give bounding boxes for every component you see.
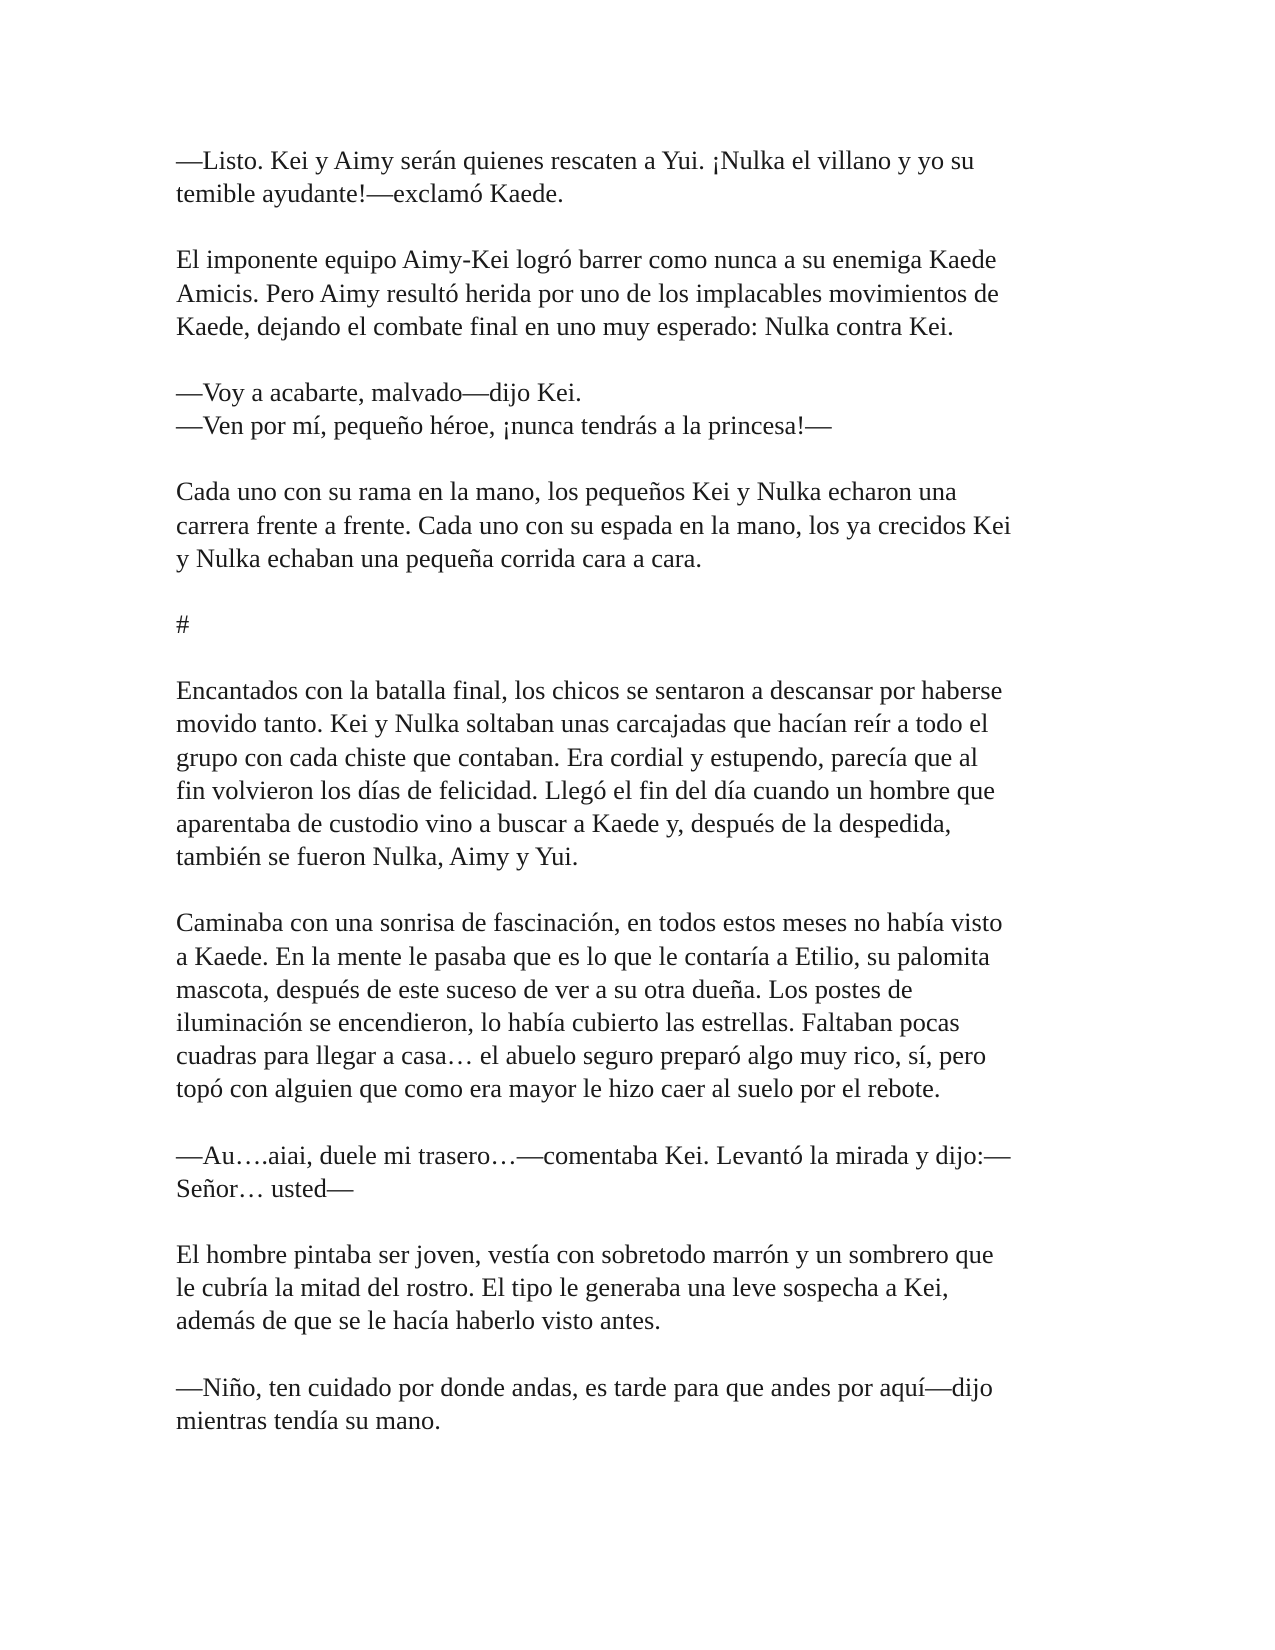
text-line: fin volvieron los días de felicidad. Llegó el fin del día cuando un hombre que — [176, 774, 996, 805]
text-line: cuadras para llegar a casa… el abuelo seguro preparó algo muy rico, sí, pero — [176, 1040, 987, 1071]
paragraph — [176, 1139, 1116, 1205]
text-line: Amicis. Pero Aimy resultó herida por uno de los implacables movimientos de — [176, 277, 999, 308]
text-line: y Nulka echaban una pequeña corrida cara a cara. — [176, 542, 703, 573]
text-line: además de que se le hacía haberlo visto antes. — [176, 1305, 661, 1336]
text-line: El imponente equipo Aimy-Kei logró barrer como nunca a su enemiga Kaede — [176, 244, 997, 275]
scene-break — [176, 608, 1116, 641]
text-line: —Au….aiai, duele mi trasero…—comentaba Kei. Levantó la mirada y dijo:— — [176, 1139, 1011, 1170]
body-text — [176, 144, 1116, 1470]
text-line: topó con alguien que como era mayor le hizo caer al suelo por el rebote. — [176, 1073, 941, 1104]
paragraph — [176, 906, 1116, 1105]
paragraph — [176, 475, 1116, 575]
paragraph — [176, 1238, 1116, 1338]
text-line: a Kaede. En la mente le pasaba que es lo que le contaría a Etilio, su palomita — [176, 940, 990, 971]
text-line: Kaede, dejando el combate final en uno muy esperado: Nulka contra Kei. — [176, 310, 954, 341]
text-line: movido tanto. Kei y Nulka soltaban unas carcajadas que hacían reír a todo el — [176, 708, 989, 739]
paragraph — [176, 376, 1116, 442]
paragraph — [176, 144, 1116, 210]
text-line: El hombre pintaba ser joven, vestía con sobretodo marrón y un sombrero que — [176, 1239, 994, 1270]
text-line: le cubría la mitad del rostro. El tipo le generaba una leve sospecha a Kei, — [176, 1272, 949, 1303]
text-line: también se fueron Nulka, Aimy y Yui. — [176, 841, 579, 872]
paragraph — [176, 1371, 1116, 1437]
paragraph — [176, 674, 1116, 873]
text-line: iluminación se encendieron, lo había cubierto las estrellas. Faltaban pocas — [176, 1007, 960, 1038]
text-line: Encantados con la batalla final, los chicos se sentaron a descansar por haberse — [176, 675, 1003, 706]
text-line: —Ven por mí, pequeño héroe, ¡nunca tendrás a la princesa!— — [176, 410, 832, 441]
text-line: aparentaba de custodio vino a buscar a Kaede y, después de la despedida, — [176, 808, 952, 839]
text-line: Señor… usted— — [176, 1172, 354, 1203]
text-line: carrera frente a frente. Cada uno con su espada en la mano, los ya crecidos Kei — [176, 509, 1012, 540]
text-line: —Niño, ten cuidado por donde andas, es tarde para que andes por aquí—dijo — [176, 1371, 993, 1402]
text-line: —Voy a acabarte, malvado—dijo Kei. — [176, 377, 582, 408]
text-line: temible ayudante!—exclamó Kaede. — [176, 178, 564, 209]
text-line: grupo con cada chiste que contaban. Era cordial y estupendo, parecía que al — [176, 741, 979, 772]
text-line: mientras tendía su mano. — [176, 1404, 441, 1435]
text-line: Cada uno con su rama en la mano, los pequeños Kei y Nulka echaron una — [176, 476, 957, 507]
text-line: Caminaba con una sonrisa de fascinación, en todos estos meses no había visto — [176, 907, 1003, 938]
text-line: mascota, después de este suceso de ver a su otra dueña. Los postes de — [176, 973, 913, 1004]
scene-break-marker: # — [176, 609, 190, 640]
text-line: —Listo. Kei y Aimy serán quienes rescaten a Yui. ¡Nulka el villano y yo su — [176, 145, 975, 175]
paragraph — [176, 243, 1116, 343]
